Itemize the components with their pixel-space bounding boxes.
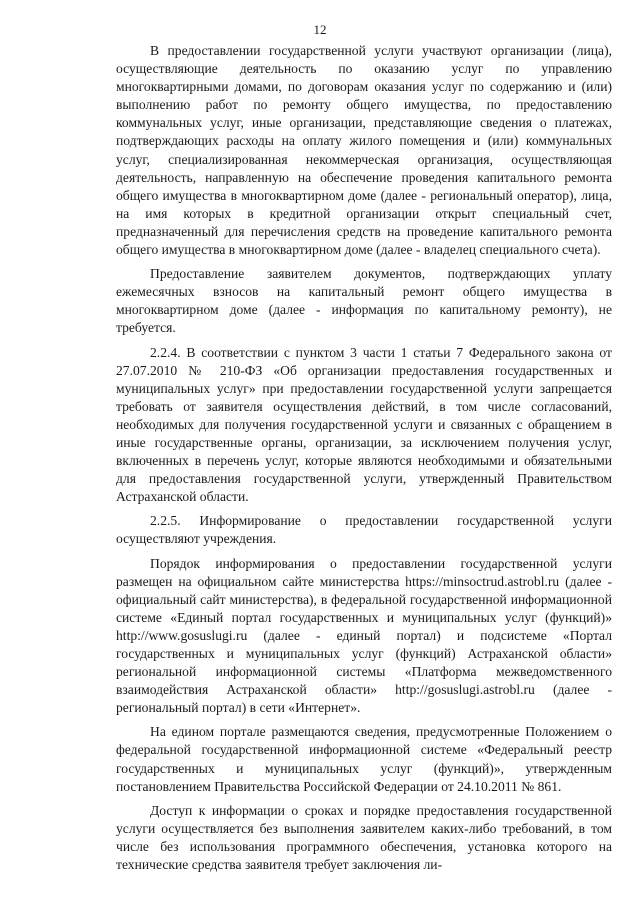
paragraph-participants: В предоставлении государственной услуги участвуют организации (лица), осуществляющие деятельность по оказанию услуг по управлению многоквартирными домами, по договорам оказания услуг по содержанию и (или) выполнению работ по ремонту общего имущества, по предоставлению коммунальных услуг, иные организации, представляющие сведения о платежах, подтверждающих расходы на оплату жилого помещения и (или) коммунальных услуг, специализированная некоммерческая организация, осуществляющая деятельность, направленную на обеспечение проведения капитального ремонта общего имущества в многоквартирном доме (далее - региональный оператор), лица, на имя которых в кредитной организации открыт специальный счет, предназначенный для перечисления средств на проведение капитального ремонта общего имущества в многоквартирном доме (далее - владелец специального счета).: [116, 43, 612, 258]
paragraph-documents: Предоставление заявителем документов, подтверждающих уплату ежемесячных взносов на капитальный ремонт общего имущества в многоквартирном доме (далее - информация по капитальному ремонту), не требуется.: [116, 266, 612, 336]
page-number: 12: [313, 22, 327, 37]
paragraph-2-2-4: 2.2.4. В соответствии с пунктом 3 части 1 статьи 7 Федерального закона от 27.07.2010 № 210-ФЗ «Об организации предоставления государственных и муниципальных услуг» при предоставлении государственной услуги запрещается требовать от заявителя осуществления действий, в том числе согласований, необходимых для получения государственной услуги и связанных с обращением в иные государственные органы, организации, за исключением получения услуг, включенных в перечень услуг, которые являются необходимыми и обязательными для предоставления государственной услуги, утвержденный Правительством Астраханской области.: [116, 344, 612, 505]
document-body: [116, 42, 612, 874]
paragraph-access: Доступ к информации о сроках и порядке предоставления государственной услуги осуществляется без выполнения заявителем каких-либо требований, в том числе без использования программного обеспечения, установка которого на технические средства заявителя требует заключения ли-: [116, 802, 612, 873]
paragraph-2-2-5: 2.2.5. Информирование о предоставлении государственной услуги осуществляют учреждения.: [116, 513, 612, 547]
paragraph-unified-portal: На едином портале размещаются сведения, предусмотренные Положением о федеральной государственной информационной системе «Федеральный реестр государственных и муниципальных услуг (функций)», утвержденным постановлением Правительства Российской Федерации от 24.10.2011 № 861.: [116, 724, 612, 794]
paragraph-informing-order: Порядок информирования о предоставлении государственной услуги размещен на официальном сайте министерства https://minsoctrud.astrobl.ru (далее - официальный сайт министерства), в федеральной государственной информационной системе «Единый портал государственных и муниципальных услуг (функций)» http://www.gosuslugi.ru (далее - единый портал) и подсистеме «Портал государственных и муниципальных услуг (функций) Астраханской области» региональной информационной системы «Платформа межведомственного взаимодействия Астраханской области» http://gosuslugi.astrobl.ru (далее - региональный портал) в сети «Интернет».: [116, 555, 612, 716]
